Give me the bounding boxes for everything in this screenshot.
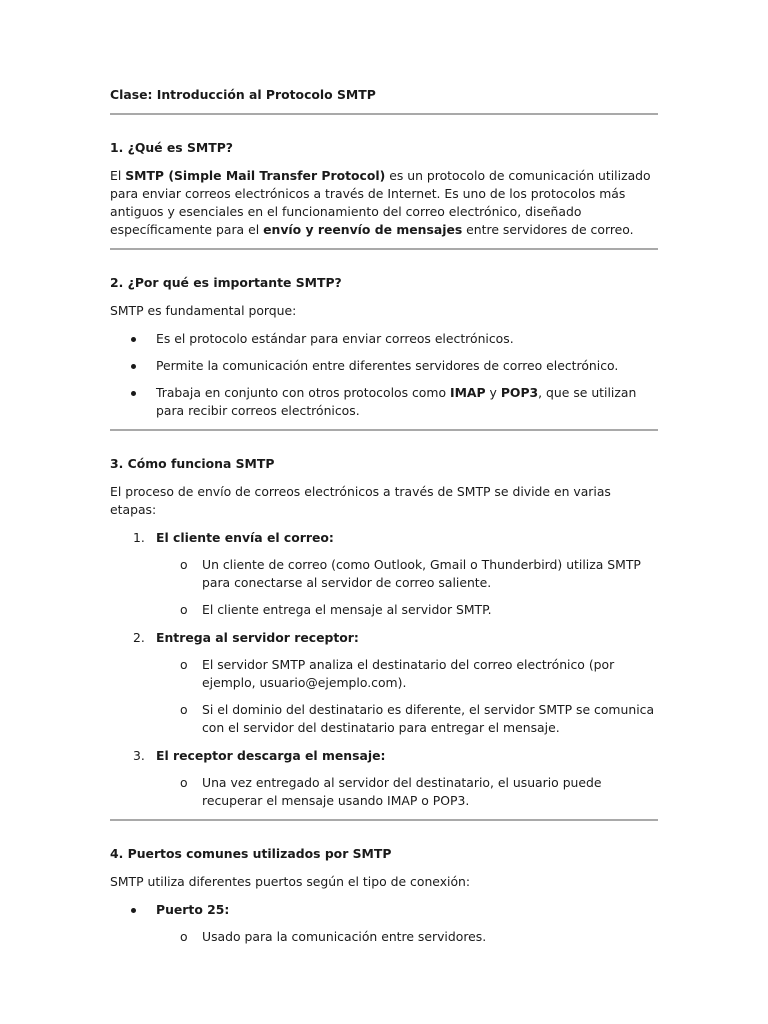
step-substeps [110,774,658,810]
step-number: 3. [133,748,145,763]
bullet-icon [131,364,136,369]
section-divider [110,819,658,821]
section-divider [110,113,658,115]
step-title: Entrega al servidor receptor: [156,630,359,645]
substep-item: o Usado para la comunicación entre servidores. [180,929,487,944]
section-2-intro: SMTP es fundamental porque: [110,303,297,318]
substep-item: o El servidor SMTP analiza el destinatario del correo electrónico (por ejemplo, usuario@ejemplo.com). [180,657,615,690]
substep-marker: o [180,657,188,672]
section-4-heading: 4. Puertos comunes utilizados por SMTP [110,846,392,861]
list-item: Es el protocolo estándar para enviar correos electrónicos. [110,330,658,348]
step-item [110,529,658,619]
list-item: Permite la comunicación entre diferentes servidores de correo electrónico. [110,357,658,375]
step-title: El receptor descarga el mensaje: [156,748,386,763]
bullet-icon [131,391,136,396]
step-item [110,629,658,737]
section-divider [110,248,658,250]
bullet-icon [131,908,136,913]
list-subitems [110,928,658,946]
substep-marker: o [180,929,188,944]
step-number: 1. [133,530,145,545]
substep-item: o El cliente entrega el mensaje al servidor SMTP. [180,602,492,617]
section-2-list [110,330,658,420]
substep-marker: o [180,702,188,717]
section-2-heading: 2. ¿Por qué es importante SMTP? [110,275,342,290]
step-title: El cliente envía el correo: [156,530,334,545]
section-3-intro: El proceso de envío de correos electrónicos a través de SMTP se divide en varias etapas: [110,484,611,517]
document-title: Clase: Introducción al Protocolo SMTP [110,87,376,102]
step-number: 2. [133,630,145,645]
document-body [110,86,658,946]
step-substeps [110,556,658,619]
section-3-heading: 3. Cómo funciona SMTP [110,456,275,471]
section-3-steps [110,529,658,810]
section-4-intro: SMTP utiliza diferentes puertos según el tipo de conexión: [110,874,471,889]
section-divider [110,429,658,431]
substep-marker: o [180,775,188,790]
substep-item: o Si el dominio del destinatario es diferente, el servidor SMTP se comunica con el servidor del destinatario para entregar el mensaje. [180,702,655,735]
section-1-heading: 1. ¿Qué es SMTP? [110,140,233,155]
bullet-icon [131,337,136,342]
step-substeps [110,656,658,737]
section-4-list [110,901,658,946]
list-item: Trabaja en conjunto con otros protocolos como IMAP y POP3, que se utilizan para recibir correos electrónicos. [110,384,658,420]
step-item [110,747,658,810]
substep-item: o Una vez entregado al servidor del destinatario, el usuario puede recuperar el mensaje usando IMAP o POP3. [180,775,602,808]
section-1-paragraph: El SMTP (Simple Mail Transfer Protocol) es un protocolo de comunicación utilizado para enviar correos electrónicos a través de Internet. Es uno de los protocolos más antiguos y esenciales en el funcionamiento del correo electrónico, diseñado específicamente para el envío y reenvío de mensajes entre servidores de correo. [110,168,651,237]
substep-marker: o [180,557,188,572]
substep-marker: o [180,602,188,617]
list-item: Puerto 25: o Usado para la comunicación entre servidores. [110,901,658,946]
substep-item: o Un cliente de correo (como Outlook, Gmail o Thunderbird) utiliza SMTP para conectarse al servidor de correo saliente. [180,557,641,590]
